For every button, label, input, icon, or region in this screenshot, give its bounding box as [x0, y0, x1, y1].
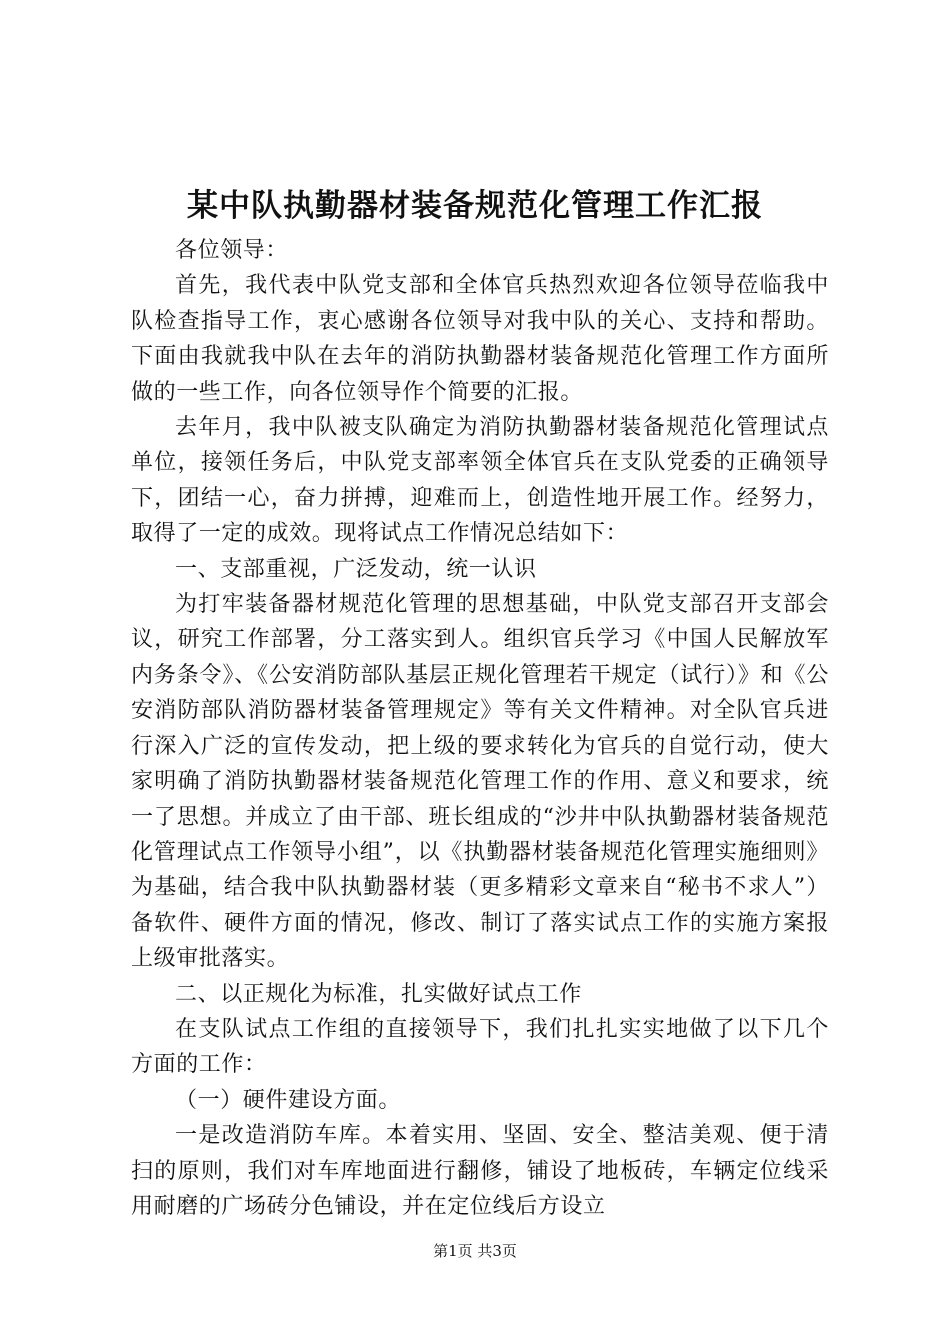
paragraph-section-2: 在支队试点工作组的直接领导下，我们扎扎实实地做了以下几个方面的工作： [131, 1016, 829, 1078]
document-title: 某中队执勤器材装备规范化管理工作汇报 [187, 188, 763, 224]
page-number: 第1页 共3页 [433, 1242, 517, 1260]
document-body [131, 233, 829, 1224]
paragraph-summary: 去年月，我中队被支队确定为消防执勤器材装备规范化管理试点单位，接领任务后，中队党支部率领全体官兵在支队党委的正确领导下，团结一心，奋力拼搏，迎难而上，创造性地开展工作。经努力，取得了一定的成效。现将试点工作情况总结如下： [131, 415, 829, 547]
salutation: 各位领导： [175, 238, 289, 263]
section-heading-1: 一、支部重视，广泛发动，统一认识 [175, 556, 537, 582]
paragraph-section-1: 为打牢装备器材规范化管理的思想基础，中队党支部召开支部会议，研究工作部署，分工落实到人。组织官兵学习《中国人民解放军内务条令》、《公安消防部队基层正规化管理若干规定（试行）》和《公安消防部队消防器材装备管理规定》等有关文件精神。对全队官兵进行深入广泛的宣传发动，把上级的要求转化为官兵的自觉行动，使大家明确了消防执勤器材装备规范化管理工作的作用、意义和要求，统一了思想。并成立了由干部、班长组成的“沙井中队执勤器材装备规范化管理试点工作领导小组”，以《执勤器材装备规范化管理实施细则》为基础，结合我中队执勤器材装（更多精彩文章来自“秘书不求人”）备软件、硬件方面的情况，修改、制订了落实试点工作的实施方案报上级审批落实。 [131, 592, 829, 972]
paragraph-subsection-1: 一是改造消防车库。本着实用、坚固、安全、整洁美观、便于清扫的原则，我们对车库地面进行翻修，铺设了地板砖，车辆定位线采用耐磨的广场砖分色铺设，并在定位线后方设立 [131, 1123, 829, 1219]
subsection-heading-1: （一）硬件建设方面。 [175, 1087, 402, 1113]
paragraph-intro: 首先，我代表中队党支部和全体官兵热烈欢迎各位领导莅临我中队检查指导工作，衷心感谢各位领导对我中队的关心、支持和帮助。下面由我就我中队在去年的消防执勤器材装备规范化管理工作方面所做的一些工作，向各位领导作个简要的汇报。 [131, 273, 829, 405]
section-heading-2: 二、以正规化为标准，扎实做好试点工作 [175, 981, 582, 1007]
